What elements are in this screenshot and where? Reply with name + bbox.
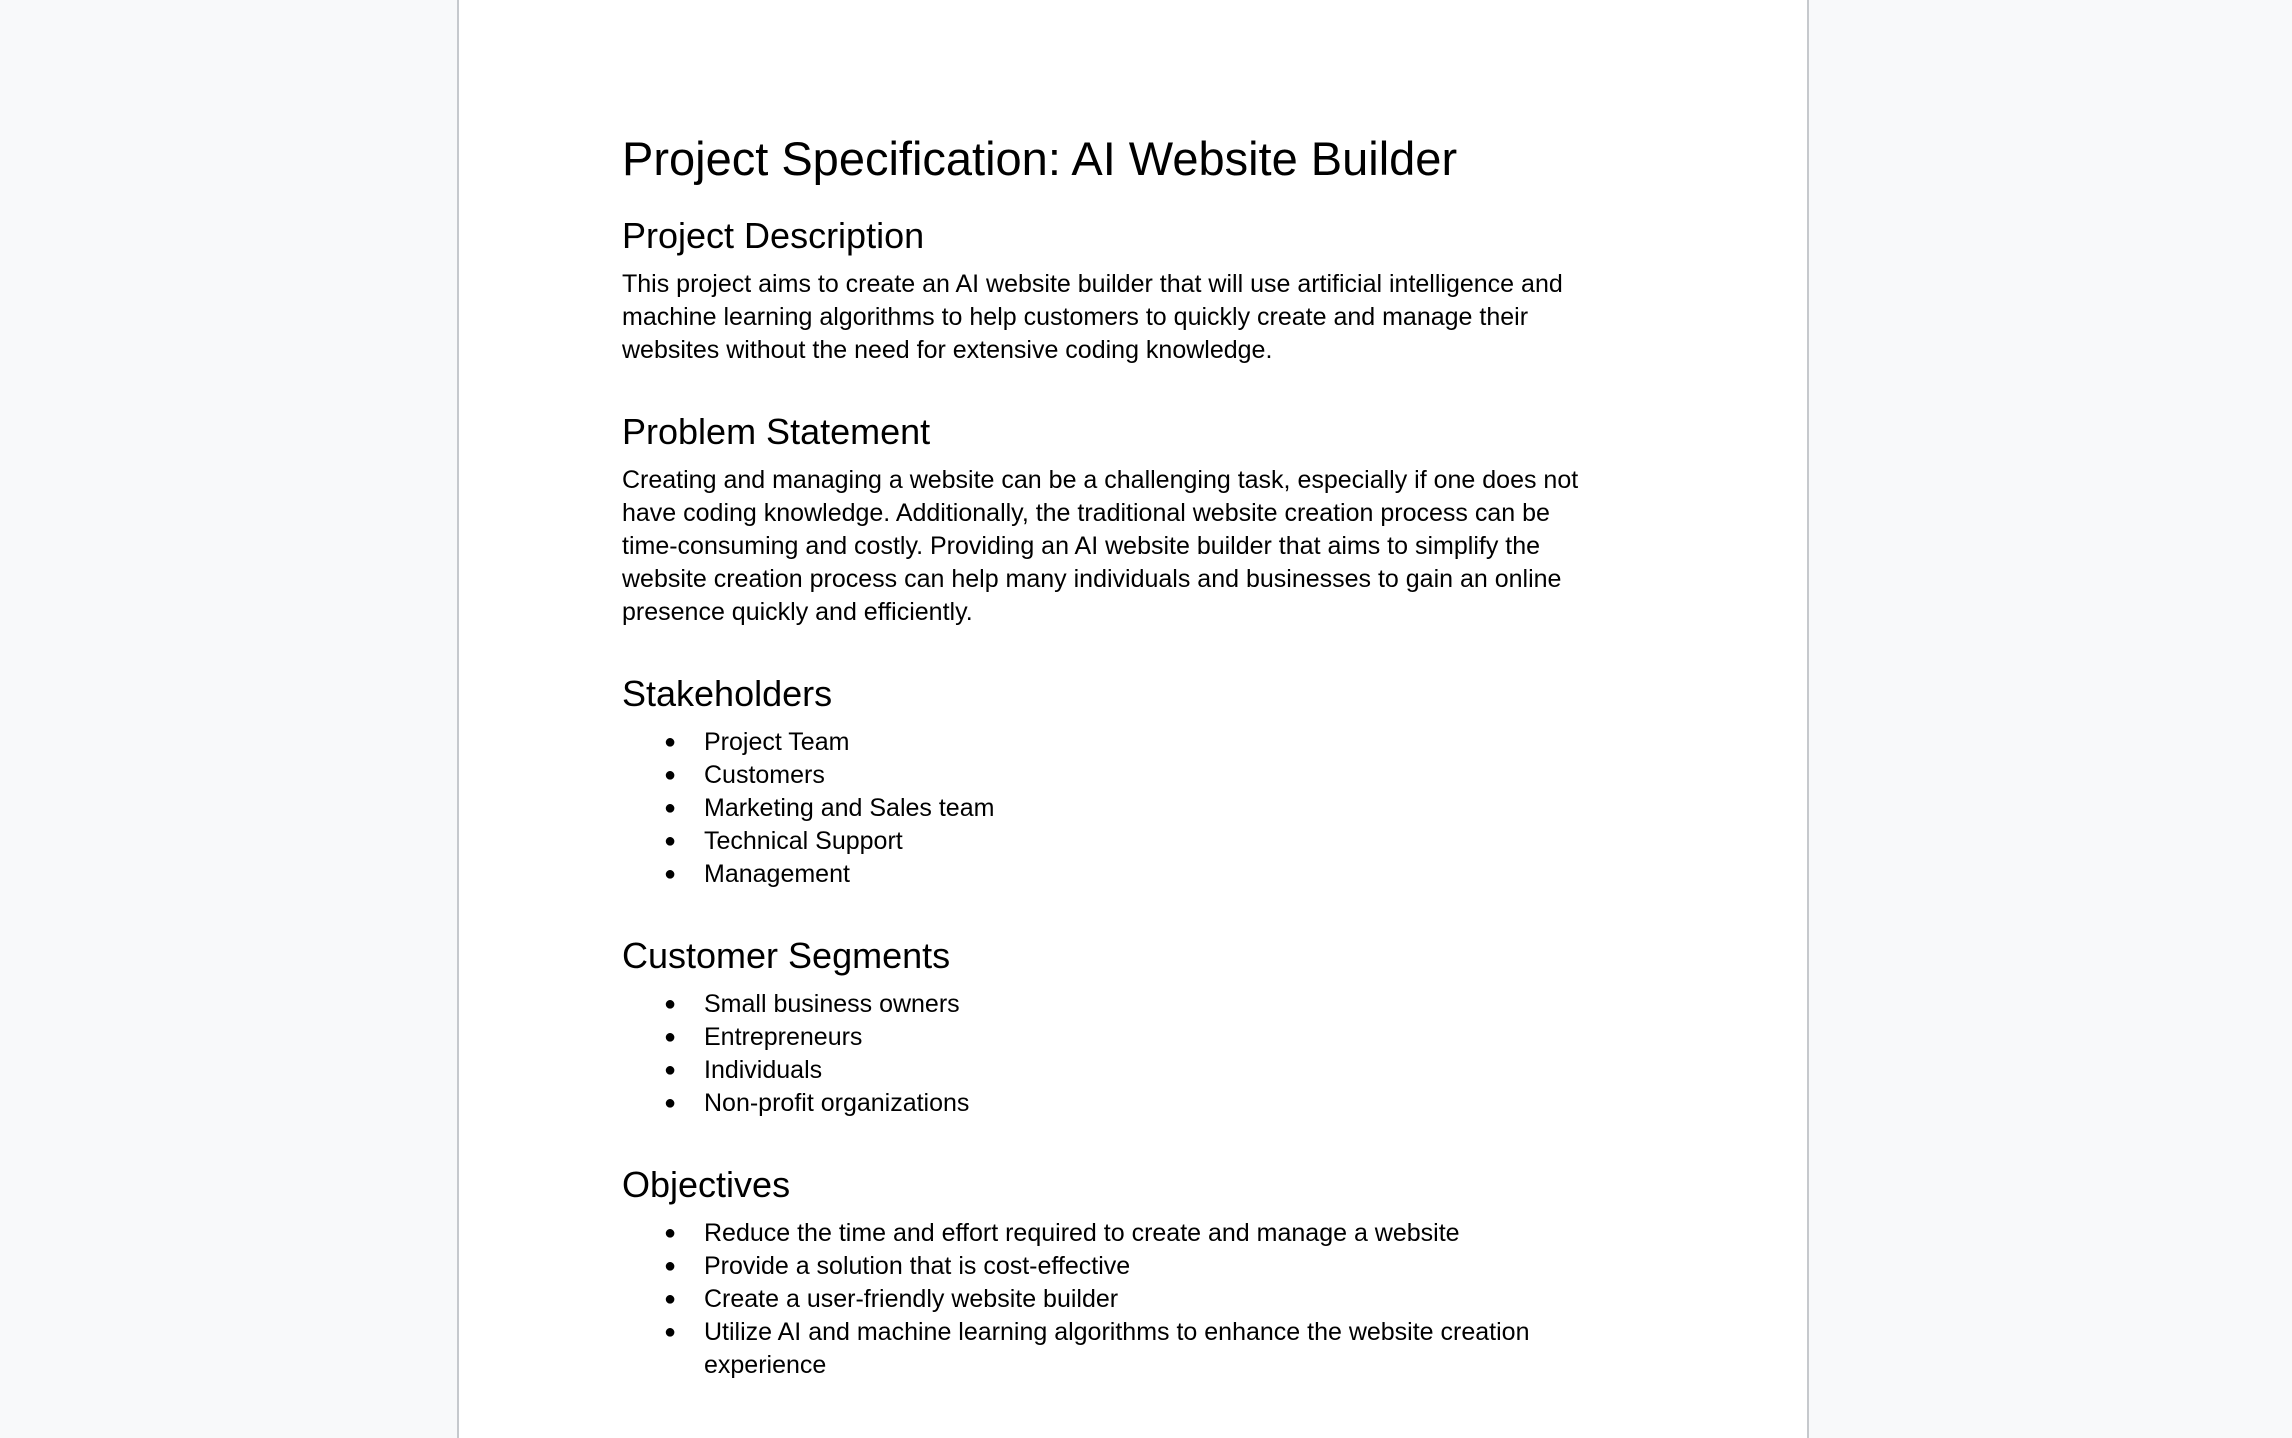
- list-item: [622, 1316, 1612, 1382]
- bullet-list: [622, 1217, 1612, 1382]
- section-project-description: [622, 212, 1612, 367]
- bullet-icon: ●: [664, 731, 677, 753]
- list-item: [622, 759, 1612, 792]
- bullet-icon: ●: [664, 1026, 677, 1048]
- list-item: [622, 988, 1612, 1021]
- list-item-text: Create a user-friendly website builder: [704, 1285, 1119, 1313]
- section-customer-segments: [622, 932, 1612, 1120]
- list-item-text: Small business owners: [704, 990, 960, 1018]
- list-item-text: Customers: [704, 761, 825, 789]
- list-item-text: Provide a solution that is cost-effective: [704, 1252, 1131, 1280]
- list-item: [622, 1054, 1612, 1087]
- document-body[interactable]: [622, 126, 1612, 1423]
- document-title: Project Specification: AI Website Builder: [622, 132, 1458, 185]
- section-objectives: [622, 1161, 1612, 1382]
- bullet-icon: ●: [664, 1255, 677, 1277]
- document-page: [457, 0, 1809, 1438]
- bullet-icon: ●: [664, 1092, 677, 1114]
- list-item: [622, 1250, 1612, 1283]
- bullet-icon: ●: [664, 863, 677, 885]
- list-item: [622, 1087, 1612, 1120]
- list-item-text: Reduce the time and effort required to create and manage a website: [704, 1219, 1460, 1247]
- bullet-list: [622, 726, 1612, 891]
- list-item-text: Marketing and Sales team: [704, 794, 995, 822]
- bullet-icon: ●: [664, 1222, 677, 1244]
- section-paragraph: Creating and managing a website can be a challenging task, especially if one does not have coding knowledge. Additionally, the traditional website creation process can be time-consuming and costly. Providing an AI website builder that aims to simplify the website creation process can help many individuals and businesses to gain an online presence quickly and efficiently.: [622, 466, 1579, 626]
- bullet-icon: ●: [664, 764, 677, 786]
- list-item-text: Management: [704, 860, 850, 888]
- list-item: [622, 792, 1612, 825]
- section-heading: Project Description: [622, 215, 925, 256]
- list-item: [622, 1283, 1612, 1316]
- list-item-text: Project Team: [704, 728, 850, 756]
- list-item-text: Entrepreneurs: [704, 1023, 863, 1051]
- list-item: [622, 1217, 1612, 1250]
- list-item: [622, 726, 1612, 759]
- list-item-text: Technical Support: [704, 827, 903, 855]
- section-paragraph: This project aims to create an AI website builder that will use artificial intelligence and machine learning algorithms to help customers to quickly create and manage their websites without the need for extensive coding knowledge.: [622, 270, 1563, 364]
- section-heading: Problem Statement: [622, 411, 931, 452]
- section-problem-statement: [622, 408, 1612, 629]
- list-item: [622, 825, 1612, 858]
- section-stakeholders: [622, 670, 1612, 891]
- bullet-icon: ●: [664, 797, 677, 819]
- bullet-icon: ●: [664, 1321, 677, 1343]
- bullet-icon: ●: [664, 993, 677, 1015]
- section-heading: Objectives: [622, 1164, 791, 1205]
- bullet-icon: ●: [664, 830, 677, 852]
- list-item: [622, 858, 1612, 891]
- section-heading: Stakeholders: [622, 673, 833, 714]
- list-item-text: Individuals: [704, 1056, 823, 1084]
- section-heading: Customer Segments: [622, 935, 951, 976]
- list-item-text: Non-profit organizations: [704, 1089, 970, 1117]
- list-item-text: Utilize AI and machine learning algorithms to enhance the website creation experience: [704, 1318, 1530, 1379]
- bullet-icon: ●: [664, 1288, 677, 1310]
- bullet-icon: ●: [664, 1059, 677, 1081]
- bullet-list: [622, 988, 1612, 1120]
- list-item: [622, 1021, 1612, 1054]
